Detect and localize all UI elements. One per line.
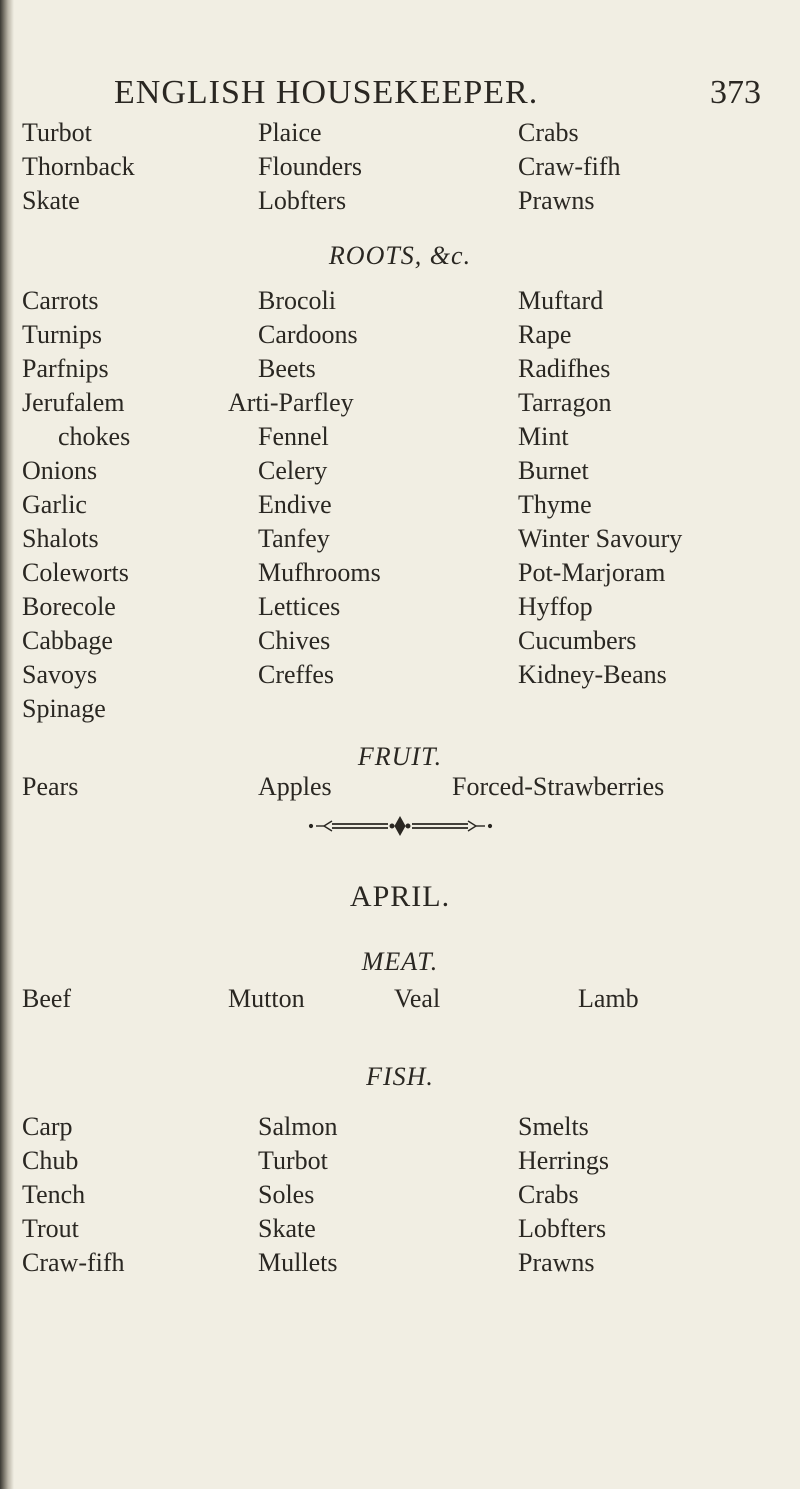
roots-row xyxy=(0,694,800,728)
fish-row xyxy=(0,1248,800,1282)
fruit-item: Forced-Strawberries xyxy=(452,772,665,801)
roots-item: Muftard xyxy=(518,286,604,315)
roots-item: Tanfey xyxy=(258,524,330,553)
roots-item: Cardoons xyxy=(258,320,358,349)
roots-row xyxy=(0,660,800,694)
fish-item: Plaice xyxy=(258,118,322,147)
roots-item: Parfnips xyxy=(22,354,109,383)
roots-item: Lettices xyxy=(258,592,341,621)
fish-item: Craw-fifh xyxy=(22,1248,125,1277)
fish-item: Salmon xyxy=(258,1112,338,1141)
fruit-item: Pears xyxy=(22,772,79,801)
fish-item: Crabs xyxy=(518,1180,579,1209)
roots-item: Coleworts xyxy=(22,558,129,587)
meat-row xyxy=(0,984,800,1018)
fruit-row xyxy=(0,772,800,806)
roots-item: Shalots xyxy=(22,524,99,553)
roots-item: Chives xyxy=(258,626,331,655)
fish-row xyxy=(0,118,800,152)
roots-row xyxy=(0,286,800,320)
meat-item: Beef xyxy=(22,984,72,1013)
roots-row xyxy=(0,490,800,524)
roots-item: chokes xyxy=(58,422,131,451)
fish-row xyxy=(0,1180,800,1214)
fish-item: Skate xyxy=(258,1214,316,1243)
roots-item: Cucumbers xyxy=(518,626,637,655)
fish-item: Lobfters xyxy=(258,186,347,215)
fish-item: Mullets xyxy=(258,1248,338,1277)
roots-item: Endive xyxy=(258,490,332,519)
roots-item: Mint xyxy=(518,422,569,451)
fish-row xyxy=(0,152,800,186)
roots-item: Jerufalem xyxy=(22,388,125,417)
fish-item: Prawns xyxy=(518,186,595,215)
fish-item: Carp xyxy=(22,1112,73,1141)
roots-item: Mufhrooms xyxy=(258,558,381,587)
roots-row xyxy=(0,388,800,422)
meat-item: Mutton xyxy=(228,984,305,1013)
roots-item: Onions xyxy=(22,456,98,485)
roots-item: Turnips xyxy=(22,320,102,349)
roots-item: Creffes xyxy=(258,660,335,689)
roots-row xyxy=(0,524,800,558)
running-header xyxy=(0,74,800,114)
meat-item: Veal xyxy=(394,984,441,1013)
roots-row xyxy=(0,558,800,592)
roots-row xyxy=(0,592,800,626)
fish-row xyxy=(0,186,800,220)
roots-item: Tarragon xyxy=(518,388,612,417)
roots-item: Brocoli xyxy=(258,286,336,315)
roots-item: Fennel xyxy=(258,422,329,451)
roots-item: Winter Savoury xyxy=(518,524,683,553)
roots-item: Cabbage xyxy=(22,626,113,655)
roots-item: Rape xyxy=(518,320,572,349)
roots-item: Garlic xyxy=(22,490,87,519)
fish-item: Prawns xyxy=(518,1248,595,1277)
roots-item: Savoys xyxy=(22,660,98,689)
fish-item: Tench xyxy=(22,1180,86,1209)
fish-item: Turbot xyxy=(22,118,92,147)
roots-item: Borecole xyxy=(22,592,116,621)
roots-item: Carrots xyxy=(22,286,99,315)
fish-item: Lobfters xyxy=(518,1214,607,1243)
roots-item: Pot-Marjoram xyxy=(518,558,666,587)
roots-item: Radifhes xyxy=(518,354,611,383)
roots-row xyxy=(0,422,800,456)
fish-item: Soles xyxy=(258,1180,315,1209)
fruit-heading: FRUIT. xyxy=(357,742,443,771)
roots-row xyxy=(0,456,800,490)
roots-row xyxy=(0,320,800,354)
meat-item: Lamb xyxy=(578,984,639,1013)
fish-item: Crabs xyxy=(518,118,579,147)
fish-item: Trout xyxy=(22,1214,79,1243)
fish-item: Chub xyxy=(22,1146,79,1175)
fish-item: Turbot xyxy=(258,1146,328,1175)
fish-item: Flounders xyxy=(258,152,362,181)
meat-heading: MEAT. xyxy=(361,947,439,976)
roots-item: Kidney-Beans xyxy=(518,660,667,689)
roots-item: Hyffop xyxy=(518,592,593,621)
fish-heading: FISH. xyxy=(366,1062,434,1091)
fish-row xyxy=(0,1146,800,1180)
roots-item: Celery xyxy=(258,456,328,485)
fish-item: Herrings xyxy=(518,1146,609,1175)
roots-item: Arti-Parfley xyxy=(228,388,354,417)
fish-item: Thornback xyxy=(22,152,135,181)
roots-item: Burnet xyxy=(518,456,589,485)
fish-row xyxy=(0,1214,800,1248)
roots-row xyxy=(0,354,800,388)
roots-item: Thyme xyxy=(518,490,592,519)
roots-heading: ROOTS, &c. xyxy=(328,241,472,270)
fish-item: Smelts xyxy=(518,1112,589,1141)
fish-item: Craw-fifh xyxy=(518,152,621,181)
roots-item: Beets xyxy=(258,354,316,383)
month-heading: APRIL. xyxy=(349,880,451,913)
page-number: 373 xyxy=(710,74,761,111)
running-title: ENGLISH HOUSEKEEPER. xyxy=(114,74,539,111)
fish-row xyxy=(0,1112,800,1146)
roots-item: Spinage xyxy=(22,694,106,723)
roots-row xyxy=(0,626,800,660)
fish-item: Skate xyxy=(22,186,80,215)
fruit-item: Apples xyxy=(258,772,332,801)
section-divider-ornament xyxy=(308,815,493,837)
